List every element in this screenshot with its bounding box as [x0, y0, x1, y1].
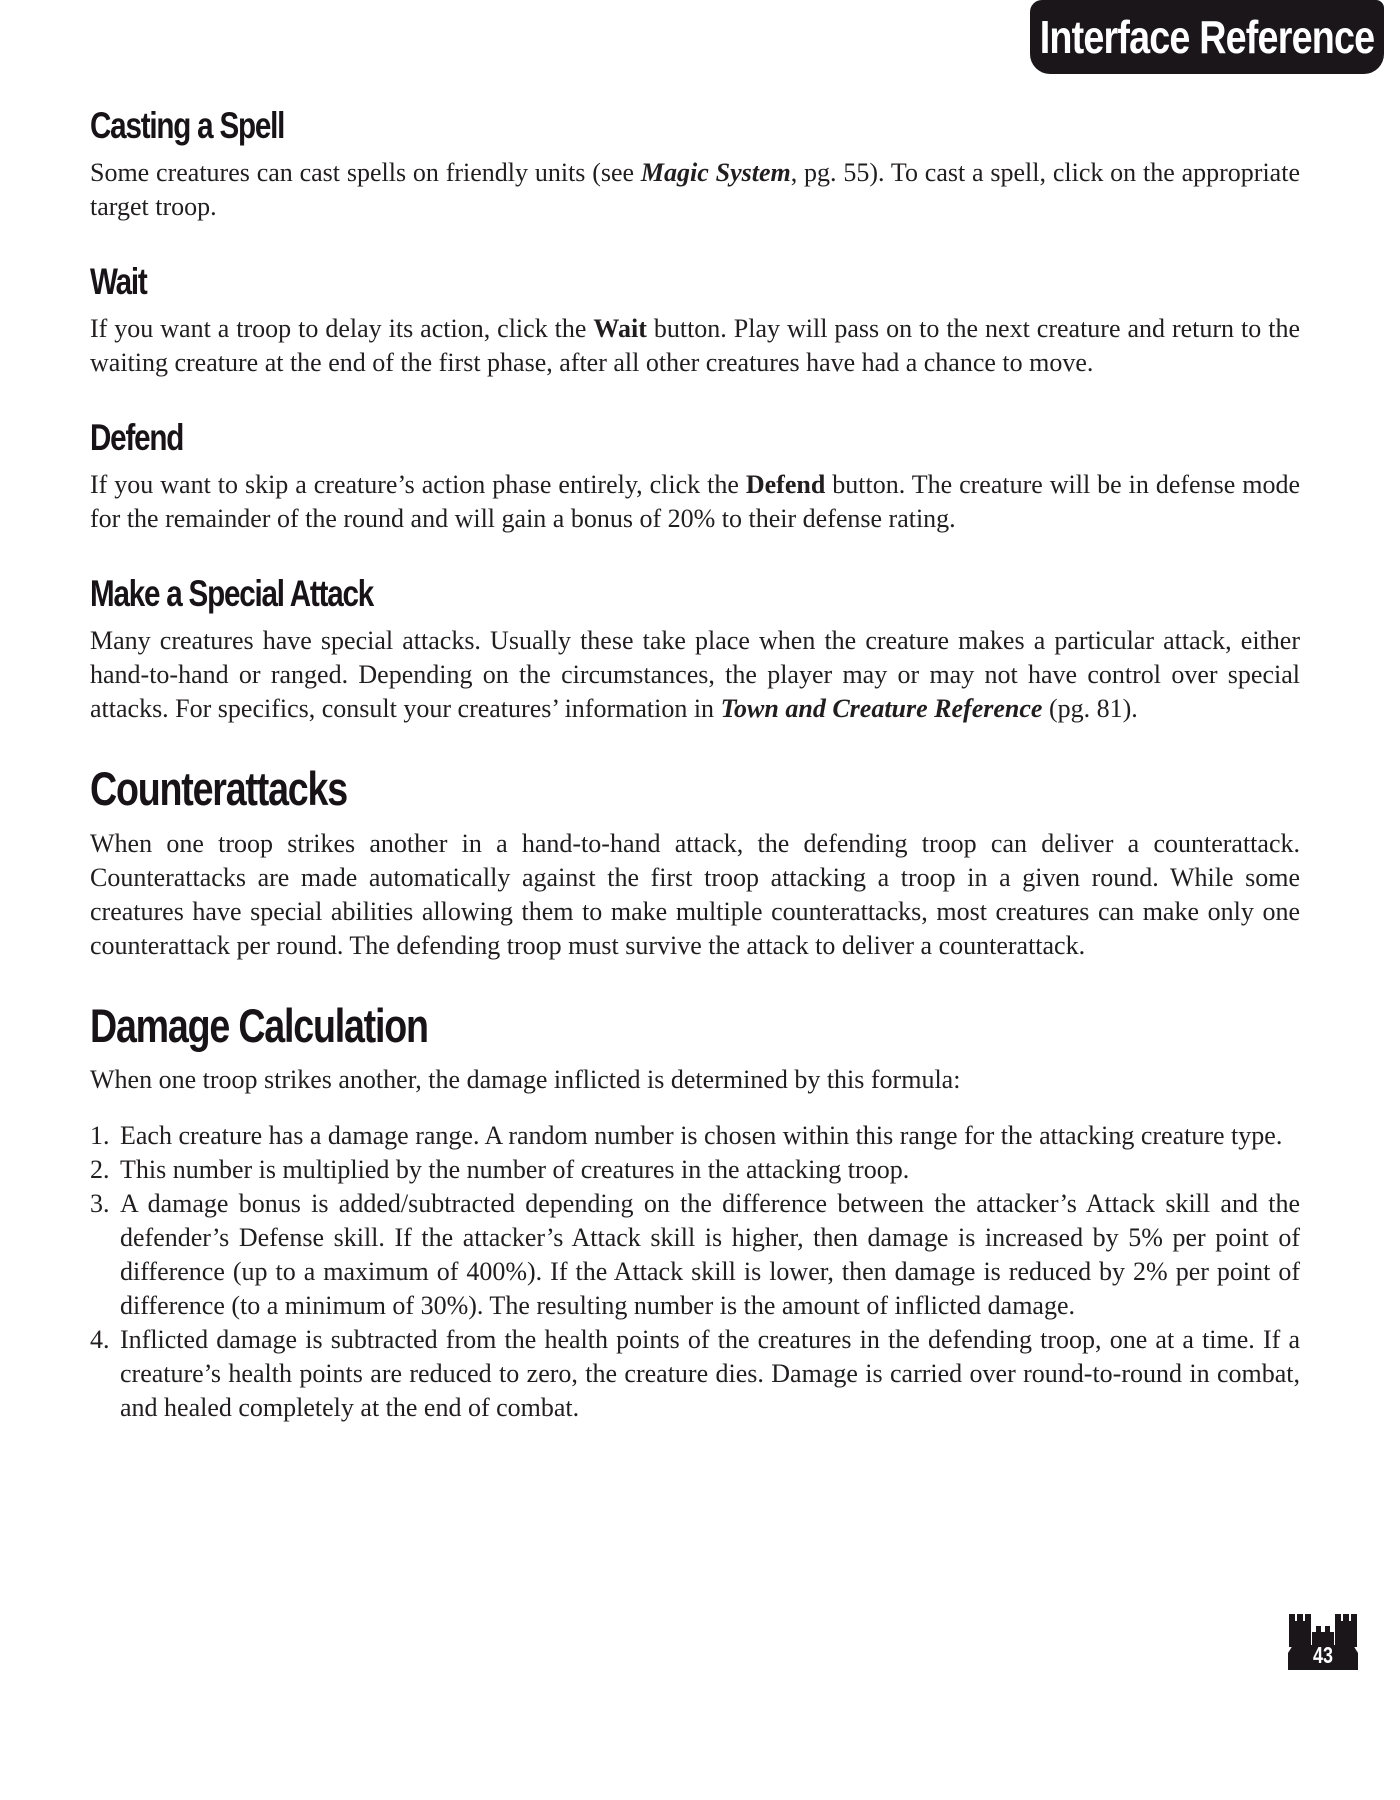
text-segment: If you want a troop to delay its action, click the [90, 313, 594, 343]
text-segment: When one troop strikes another, the damage inflicted is determined by this formula: [90, 1065, 961, 1095]
text-segment: button. Play will pass on to the next creature and return to the waiting creature at the end of the first phase, after all other creatures have had a chance to move. [90, 313, 1300, 377]
list-number: 3. [90, 1189, 110, 1219]
list-item [90, 1119, 1300, 1153]
section-heading: Counterattacks [90, 761, 347, 815]
text-segment: button. The creature will be in defense mode for the remainder of the round and will gain a bonus of 20% to their defense rating. [90, 469, 1300, 533]
list-item [90, 1153, 1300, 1187]
section-heading: Make a Special Attack [90, 572, 374, 614]
section-heading: Defend [90, 416, 184, 458]
section-heading: Casting a Spell [90, 105, 285, 146]
term-magic-system: Magic System [640, 157, 791, 187]
text-segment: When one troop strikes another in a hand-to-hand attack, the defending troop can deliver a counterattack. Counterattacks are made automatically against the first troop attacking a troop in a given round. While some creatures have special abilities allowing them to make multiple counterattacks, most creatures can make only one counterattack per round. The defending troop must survive the attack to deliver a counterattack. [90, 828, 1300, 960]
term-wait-button: Wait [593, 313, 647, 343]
paragraph [90, 1063, 1300, 1097]
section-damage-calculation [90, 998, 1300, 1426]
section-defend [90, 418, 1300, 536]
text-segment: Some creatures can cast spells on friendly units (see [90, 157, 641, 187]
text-segment: Many creatures have special attacks. Usually these take place when the creature makes a particular attack, either hand-to-hand or ranged. Depending on the circumstances, the player may or may not have control over special attacks. For specifics, consult your creatures’ information in [90, 625, 1300, 723]
text-segment: (pg. 81). [1042, 693, 1138, 723]
paragraph [90, 827, 1300, 963]
paragraph [90, 312, 1300, 380]
term-town-and-creature-reference: Town and Creature Reference [720, 693, 1043, 723]
list-number: 4. [90, 1325, 110, 1355]
paragraph [90, 156, 1300, 224]
list-item [90, 1323, 1300, 1425]
content-column [90, 0, 1300, 1425]
page-footer-badge [1284, 1612, 1362, 1672]
damage-formula-list [90, 1119, 1300, 1425]
list-number: 1. [90, 1121, 110, 1151]
list-item-text: Each creature has a damage range. A random number is chosen within this range for the attacking creature type. [120, 1121, 1283, 1151]
section-casting-a-spell [90, 106, 1300, 224]
list-item [90, 1187, 1300, 1323]
paragraph [90, 468, 1300, 536]
list-number: 2. [90, 1155, 110, 1185]
section-heading: Damage Calculation [90, 998, 428, 1052]
section-heading: Wait [90, 260, 147, 302]
list-item-text: This number is multiplied by the number of creatures in the attacking troop. [120, 1155, 910, 1185]
paragraph [90, 624, 1300, 726]
section-counterattacks [90, 761, 1300, 963]
section-wait [90, 262, 1300, 380]
term-defend-button: Defend [745, 469, 826, 499]
text-segment: , pg. 55). To cast a spell, click on the appropriate target troop. [90, 157, 1300, 221]
text-segment: If you want to skip a creature’s action phase entirely, click the [90, 469, 746, 499]
list-item-text: A damage bonus is added/subtracted depending on the difference between the attacker’s Attack skill and the defender’s Defense skill. If the attacker’s Attack skill is higher, then damage is increased by 5% per point of difference (up to a maximum of 400%). If the Attack skill is lower, then damage is reduced by 2% per point of difference (to a minimum of 30%). The resulting number is the amount of inflicted damage. [120, 1189, 1300, 1321]
page-title: Interface Reference [1039, 11, 1375, 63]
list-item-text: Inflicted damage is subtracted from the health points of the creatures in the defending troop, one at a time. If a creature’s health points are reduced to zero, the creature dies. Damage is carried over round-to-round in combat, and healed completely at the end of combat. [120, 1325, 1300, 1423]
page-number: 43 [1313, 1642, 1333, 1668]
section-make-a-special-attack [90, 574, 1300, 726]
